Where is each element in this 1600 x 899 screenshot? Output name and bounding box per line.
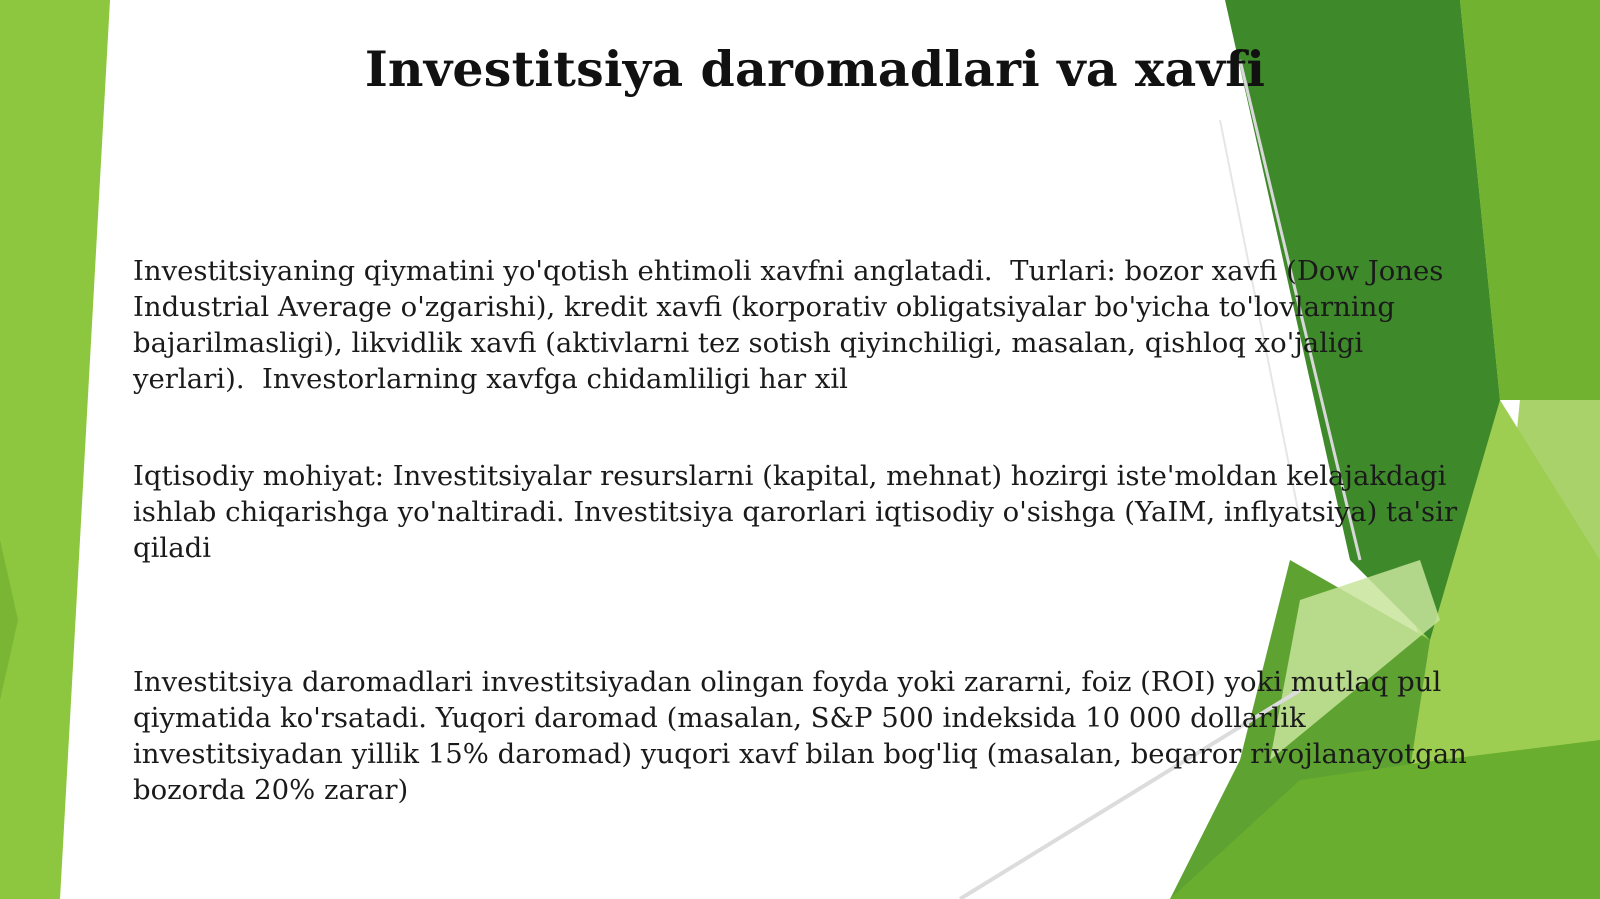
slide-title: Investitsiya daromadlari va xavfi xyxy=(364,40,1266,98)
left-green-band xyxy=(0,0,110,899)
paragraph-returns: Investitsiya daromadlari investitsiyadan olingan foyda yoki zararni, foiz (ROI) yoki mutlaq pul qiymatida ko'rsatadi. Yuqori daromad (masalan, S&P 500 indeksida 10 000 dollarlik investitsiyadan yillik 15% daromad) yuqori xavf bilan bog'liq (masalan, beqaror rivojlanayotgan bozorda 20% zarar) xyxy=(133,666,1467,806)
paragraph-risk: Investitsiyaning qiymatini yo'qotish ehtimoli xavfni anglatadi. Turlari: bozor xavfi (Dow Jones Industrial Average o'zgarishi), kredit xavfi (korporativ obligatsiyalar bo'yicha to'lovlarning bajarilmasligi), likvidlik xavfi (aktivlarni tez sotish qiyinchiligi, masalan, qishloq xo'jaligi yerlari). Investorlarning xavfga chidamliligi har xil xyxy=(133,255,1444,395)
paragraph-economic-essence: Iqtisodiy mohiyat: Investitsiyalar resurslarni (kapital, mehnat) hozirgi iste'moldan kelajakdagi ishlab chiqarishga yo'naltiradi. Investitsiya qarorlari iqtisodiy o'sishga (YaIM, inflyatsiya) ta'sir qiladi xyxy=(133,460,1458,564)
